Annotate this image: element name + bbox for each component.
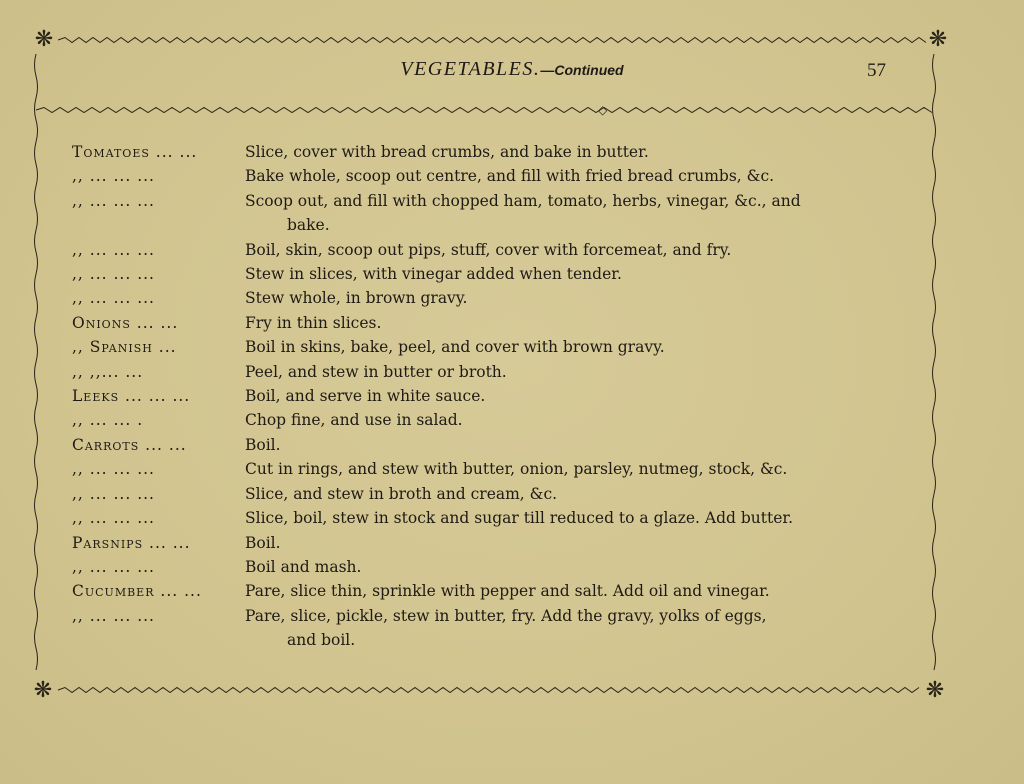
- preparation-description: [244, 506, 932, 530]
- list-item: [72, 286, 932, 310]
- vegetable-name: ,, ... ... ...: [72, 460, 155, 479]
- preparation-description: [244, 262, 932, 286]
- header-rule-line: [36, 108, 932, 113]
- vegetable-name: Parsnips ... ...: [72, 533, 191, 552]
- vegetable-name: Onions ... ...: [72, 313, 179, 332]
- vegetable-name: ,, Spanish ...: [72, 338, 177, 357]
- page-number: 57: [867, 60, 886, 81]
- description-text: Slice, boil, stew in stock and sugar till reduced to a glaze. Add butter.: [245, 509, 794, 528]
- vegetable-name: Leeks ... ... ...: [72, 387, 191, 406]
- preparation-description: [244, 555, 932, 579]
- preparation-description: [244, 238, 932, 262]
- vegetable-name: Carrots ... ...: [72, 435, 187, 454]
- header-center-ornament-icon: ◇: [598, 103, 608, 117]
- vegetable-name: ,, ... ... ...: [72, 509, 155, 528]
- list-item: [72, 579, 932, 603]
- description-text: Peel, and stew in butter or broth.: [245, 362, 507, 381]
- description-text: Cut in rings, and stew with butter, onion, parsley, nutmeg, stock, &c.: [245, 460, 788, 479]
- description-text: Chop fine, and use in salad.: [245, 411, 463, 430]
- description-text: Bake whole, scoop out centre, and fill with fried bread crumbs, &c.: [245, 167, 775, 186]
- right-border-line: [933, 54, 936, 670]
- description-continuation: bake.: [287, 216, 330, 235]
- list-item: [72, 360, 932, 384]
- preparation-description: [244, 482, 932, 506]
- running-header: [0, 58, 1024, 88]
- description-text: Slice, cover with bread crumbs, and bake in butter.: [245, 143, 649, 161]
- description-text: Boil.: [245, 533, 281, 552]
- vegetable-name: ,, ... ... .: [72, 411, 144, 430]
- preparation-description: [244, 311, 932, 335]
- bottom-border-line: [58, 688, 919, 693]
- description-text: Pare, slice thin, sprinkle with pepper and salt. Add oil and vinegar.: [245, 582, 770, 601]
- preparation-description: [244, 604, 932, 653]
- corner-ornament-icon: ❋: [34, 27, 54, 52]
- description-text: Fry in thin slices.: [245, 313, 382, 332]
- vegetable-name: ,, ... ... ...: [72, 557, 155, 576]
- list-item: [72, 531, 932, 555]
- vegetable-name: Tomatoes ... ...: [72, 143, 198, 161]
- continued-text: —Continued: [540, 62, 624, 78]
- list-item: [72, 506, 932, 530]
- list-item: [72, 262, 932, 286]
- description-text: Boil and mash.: [245, 557, 362, 576]
- corner-ornament-icon: ❋: [928, 27, 948, 52]
- description-continuation: and boil.: [287, 631, 356, 650]
- preparation-description: [244, 140, 932, 164]
- preparation-description: [244, 457, 932, 481]
- description-text: Stew in slices, with vinegar added when tender.: [245, 265, 622, 284]
- list-item: [72, 189, 932, 238]
- preparation-description: [244, 579, 932, 603]
- list-item: [72, 457, 932, 481]
- list-item: [72, 311, 932, 335]
- description-text: Boil, skin, scoop out pips, stuff, cover with forcemeat, and fry.: [245, 240, 732, 259]
- title-text: VEGETABLES.: [400, 58, 541, 80]
- vegetable-name: ,, ... ... ...: [72, 265, 155, 284]
- preparation-description: [244, 408, 932, 432]
- corner-ornament-icon: ❋: [925, 678, 945, 703]
- list-item: [72, 335, 932, 359]
- list-item: [72, 164, 932, 188]
- vegetable-name: ,, ,,... ...: [72, 362, 144, 381]
- description-text: Boil.: [245, 435, 281, 454]
- vegetable-name: ,, ... ... ...: [72, 240, 155, 259]
- preparation-description: [244, 164, 932, 188]
- list-item: [72, 384, 932, 408]
- vegetable-name: ,, ... ... ...: [72, 289, 155, 308]
- top-border-line: [58, 38, 926, 43]
- vegetable-name: Cucumber ... ...: [72, 582, 202, 601]
- preparation-description: [244, 189, 932, 238]
- preparation-description: [244, 384, 932, 408]
- vegetable-name: ,, ... ... ...: [72, 191, 155, 210]
- preparation-description: [244, 360, 932, 384]
- list-item: [72, 482, 932, 506]
- description-text: Pare, slice, pickle, stew in butter, fry. Add the gravy, yolks of eggs,: [245, 606, 767, 625]
- description-text: Boil, and serve in white sauce.: [245, 387, 486, 406]
- list-item: [72, 238, 932, 262]
- description-text: Slice, and stew in broth and cream, &c.: [245, 484, 558, 503]
- left-border-line: [35, 54, 38, 670]
- list-item: [72, 604, 932, 653]
- vegetable-name: ,, ... ... ...: [72, 606, 155, 625]
- vegetable-name: ,, ... ... ...: [72, 484, 155, 503]
- description-text: Stew whole, in brown gravy.: [245, 289, 468, 308]
- vegetable-name: ,, ... ... ...: [72, 167, 155, 186]
- preparation-description: [244, 335, 932, 359]
- list-item: [72, 555, 932, 579]
- list-item: [72, 140, 932, 164]
- list-item: [72, 433, 932, 457]
- preparation-description: [244, 286, 932, 310]
- preparation-description: [244, 433, 932, 457]
- corner-ornament-icon: ❋: [33, 678, 53, 703]
- description-text: Boil in skins, bake, peel, and cover with brown gravy.: [245, 338, 665, 357]
- description-text: Scoop out, and fill with chopped ham, tomato, herbs, vinegar, &c., and: [245, 191, 801, 210]
- vegetable-entries-list: [72, 140, 932, 653]
- preparation-description: [244, 531, 932, 555]
- list-item: [72, 408, 932, 432]
